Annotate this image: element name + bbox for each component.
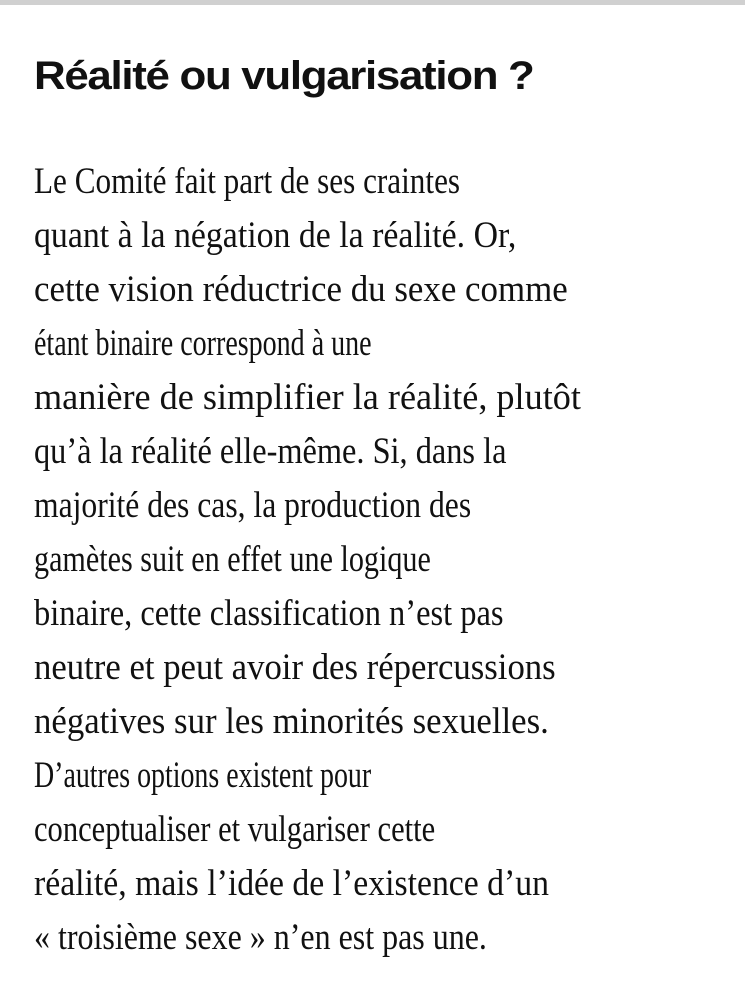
paragraph-line: gamètes suit en effet une logique <box>34 539 431 580</box>
paragraph-line: conceptualiser et vulgariser cette <box>34 809 436 850</box>
paragraph-line: quant à la négation de la réalité. Or, <box>34 215 517 256</box>
paragraph-line: binaire, cette classification n’est pas <box>34 593 504 634</box>
paragraph-line: qu’à la réalité elle-même. Si, dans la <box>34 431 507 472</box>
paragraph-line: négatives sur les minorités sexuelles. <box>34 701 549 742</box>
section-heading: Réalité ou vulgarisation ? <box>34 54 534 98</box>
paragraph-line: majorité des cas, la production des <box>34 485 472 526</box>
paragraph-line: cette vision réductrice du sexe comme <box>34 269 568 310</box>
paragraph-line: manière de simplifier la réalité, plutôt <box>34 377 581 418</box>
paragraph-line: neutre et peut avoir des répercussions <box>34 647 556 688</box>
paragraph-line: réalité, mais l’idée de l’existence d’un <box>34 863 549 904</box>
paragraph-line: étant binaire correspond à une <box>34 323 372 364</box>
paragraph-line: « troisième sexe » n’en est pas une. <box>34 917 487 958</box>
paragraph-line: D’autres options existent pour <box>34 755 372 796</box>
top-divider-bar <box>0 0 745 5</box>
article-paragraph <box>34 155 734 965</box>
paragraph-line: Le Comité fait part de ses craintes <box>34 161 461 202</box>
